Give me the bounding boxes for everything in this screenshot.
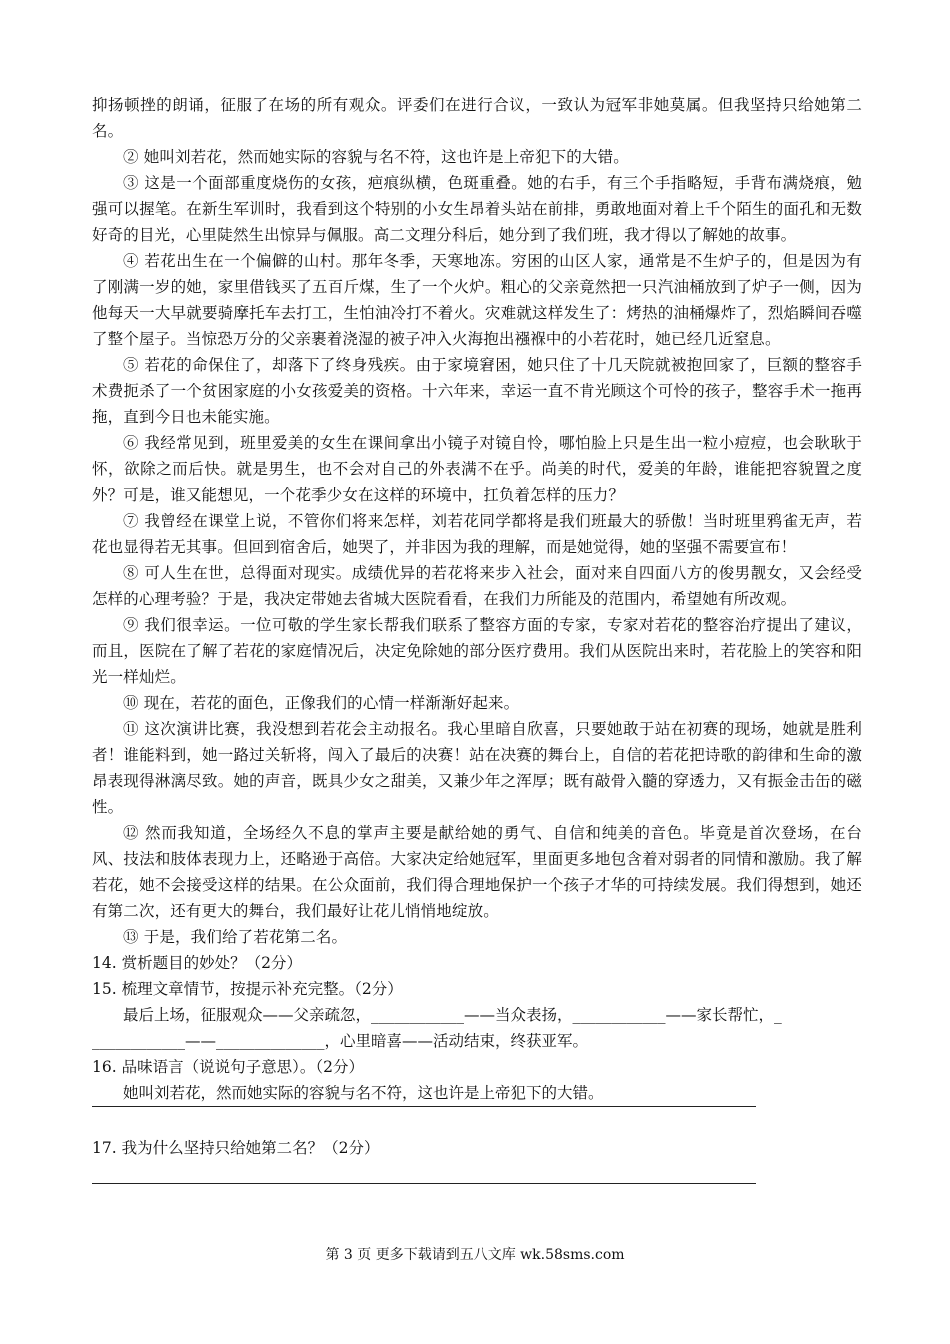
question-16: 16. 品味语言（说说句子意思）。（2分）: [92, 1058, 364, 1076]
paragraph-10: ⑩ 现在，若花的面色，正像我们的心情一样渐渐好起来。: [123, 694, 520, 712]
question-15-fill-line-1: 最后上场，征服观众——父亲疏忽，____________——当众表扬，____________——家长帮忙，_: [123, 1006, 782, 1024]
paragraph-3: ③ 这是一个面部重度烧伤的女孩，疤痕纵横，色斑重叠。她的右手，有三个手指略短，手背布满烧痕，勉强可以握笔。在新生军训时，我看到这个特别的小女生昂着头站在前排，勇敢地面对着上千个陌生的面孔和无数好奇的目光，心里陡然生出惊异与佩服。高二文理分科后，她分到了我们班，我才得以了解她的故事。: [92, 174, 862, 244]
question-15: 15. 梳理文章情节，按提示补充完整。（2分）: [92, 980, 403, 998]
paragraph-13: ⑬ 于是，我们给了若花第二名。: [123, 928, 348, 946]
spacer: [92, 1107, 862, 1135]
paragraph-5: ⑤ 若花的命保住了，却落下了终身残疾。由于家境窘困，她只住了十几天院就被抱回家了，巨额的整容手术费扼杀了一个贫困家庭的小女孩爱美的资格。十六年来，幸运一直不肯光顾这个可怜的孩子，整容手术一拖再拖，直到今日也未能实施。: [92, 356, 862, 426]
paragraph-2: ② 她叫刘若花，然而她实际的容貌与名不符，这也许是上帝犯下的大错。: [123, 148, 629, 166]
paragraph-12: ⑫ 然而我知道，全场经久不息的掌声主要是献给她的勇气、自信和纯美的音色。毕竟是首次登场，在台风、技法和肢体表现力上，还略逊于高倍。大家决定给她冠军，里面更多地包含着对弱者的同情和激励。我了解若花，她不会接受这样的结果。在公众面前，我们得合理地保护一个孩子才华的可持续发展。我们得想到，她还有第二次，还有更大的舞台，我们最好让花儿悄悄地绽放。: [92, 824, 862, 920]
page-footer: 第 3 页 更多下载请到五八文库 wk.58sms.com: [325, 1247, 625, 1263]
question-14: 14. 赏析题目的妙处？（2分）: [92, 954, 302, 972]
paragraph-7: ⑦ 我曾经在课堂上说，不管你们将来怎样，刘若花同学都将是我们班最大的骄傲！当时班里鸦雀无声，若花也显得若无其事。但回到宿舍后，她哭了，并非因为我的理解，而是她觉得，她的坚强不需要宣布！: [92, 512, 862, 556]
paragraph-4: ④ 若花出生在一个偏僻的山村。那年冬季，天寒地冻。穷困的山区人家，通常是不生炉子的，但是因为有了刚满一岁的她，家里借钱买了五百斤煤，生了一个火炉。粗心的父亲竟然把一只汽油桶放到了炉子一侧，因为他每天一大早就要骑摩托车去打工，生怕油冷打不着火。灾难就这样发生了：烤热的油桶爆炸了，烈焰瞬间吞噬了整个屋子。当惊恐万分的父亲裹着浇湿的被子冲入火海抱出襁褓中的小若花时，她已经几近窒息。: [92, 252, 862, 348]
paragraph-9: ⑨ 我们很幸运。一位可敬的学生家长帮我们联系了整容方面的专家，专家对若花的整容治疗提出了建议，而且，医院在了解了若花的家庭情况后，决定免除她的部分医疗费用。我们从医院出来时，若花脸上的笑容和阳光一样灿烂。: [92, 616, 862, 686]
paragraph-6: ⑥ 我经常见到，班里爱美的女生在课间拿出小镜子对镜自怜，哪怕脸上只是生出一粒小痘痘，也会耿耿于怀，欲除之而后快。就是男生，也不会对自己的外表满不在乎。尚美的时代，爱美的年龄，谁能把容貌置之度外？可是，谁又能想见，一个花季少女在这样的环境中，扛负着怎样的压力？: [92, 434, 862, 504]
question-16-sentence: 她叫刘若花，然而她实际的容貌与名不符，这也许是上帝犯下的大错。: [123, 1084, 604, 1102]
paragraph-11: ⑪ 这次演讲比赛，我没想到若花会主动报名。我心里暗自欣喜，只要她敢于站在初赛的现场，她就是胜利者！谁能料到，她一路过关斩将，闯入了最后的决赛！站在决赛的舞台上，自信的若花把诗歌的韵律和生命的激昂表现得淋漓尽致。她的声音，既具少女之甜美，又兼少年之浑厚；既有敲骨入髓的穿透力，又有振金击缶的磁性。: [92, 720, 862, 816]
article-body: [92, 92, 862, 1184]
paragraph-8: ⑧ 可人生在世，总得面对现实。成绩优异的若花将来步入社会，面对来自四面八方的俊男靓女，又会经受怎样的心理考验？于是，我决定带她去省城大医院看看，在我们力所能及的范围内，希望她有所改观。: [92, 564, 862, 608]
question-15-fill-line-2: ____________——______________，心里暗喜——活动结束，终获亚军。: [92, 1032, 589, 1050]
paragraph-1: 抑扬顿挫的朗诵，征服了在场的所有观众。评委们在进行合议，一致认为冠军非她莫属。但我坚持只给她第二名。: [92, 96, 862, 140]
spacer: [92, 1161, 862, 1183]
answer-line-17: [92, 1183, 756, 1184]
question-17: 17. 我为什么坚持只给她第二名？（2分）: [92, 1139, 380, 1157]
